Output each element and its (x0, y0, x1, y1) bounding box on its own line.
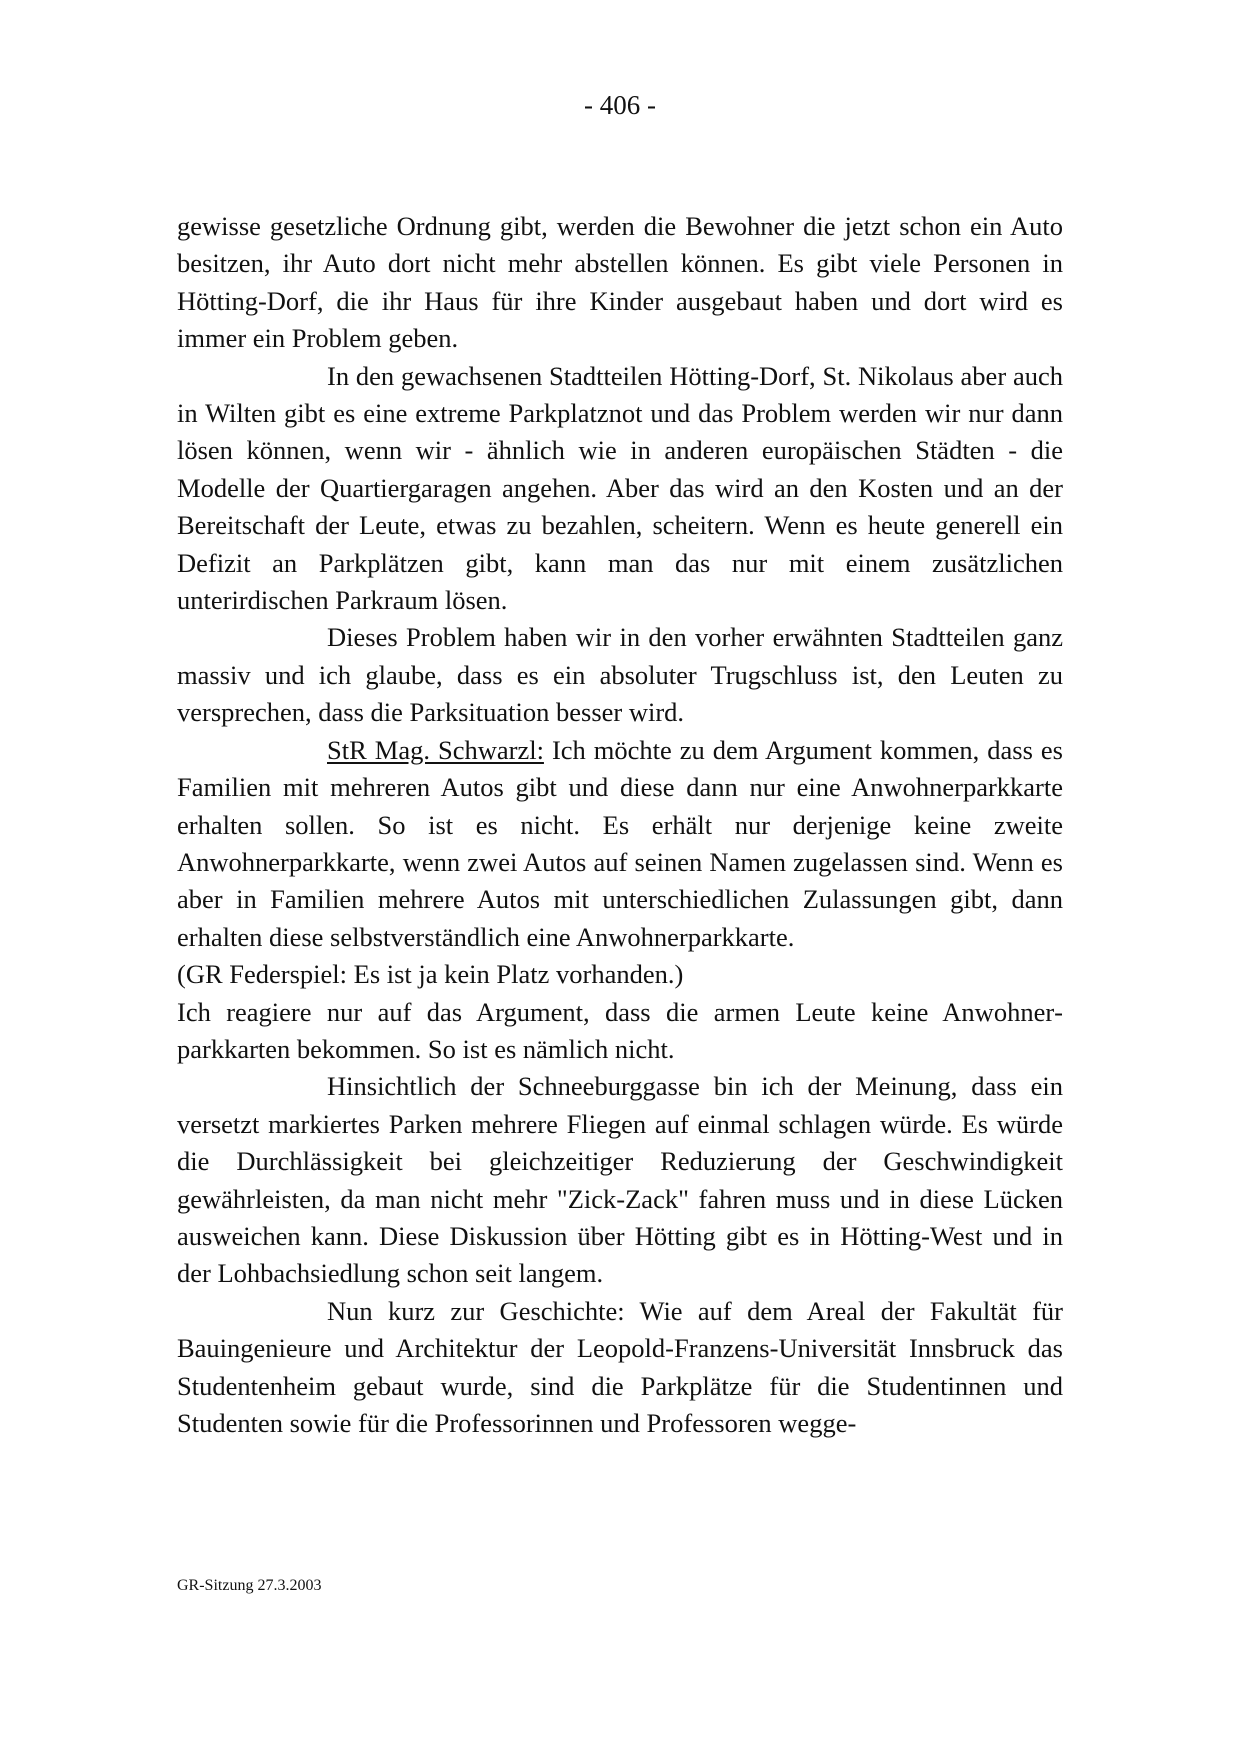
document-body (177, 208, 1063, 1442)
page-number: - 406 - (584, 90, 656, 120)
footer-session-date: GR-Sitzung 27.3.2003 (177, 1577, 322, 1594)
speaker-statement: Ich möchte zu dem Argument kommen, dass es Familien mit mehreren Autos gibt und diese dann nur eine Anwohnerparkkarte erhalten sollen. So ist es nicht. Es erhält nur derjenige keine zweite Anwohnerparkkarte, wenn zwei Autos auf seinen Namen zugelassen sind. Wenn es aber in Familien mehrere Autos mit unterschiedlichen Zulassungen gibt, dann erhalten diese selbstverständlich eine Anwohnerparkkarte. (177, 734, 1063, 952)
paragraph: Ich reagiere nur auf das Argument, dass die armen Leute keine Anwohnerparkkarten bekommen. So ist es nämlich nicht. (177, 996, 1063, 1064)
speaker-name: StR Mag. Schwarzl: (327, 734, 544, 765)
paragraph: Dieses Problem haben wir in den vorher erwähnten Stadtteilen ganz massiv und ich glaube, dass es ein absoluter Trugschluss ist, den Leuten zu versprechen, dass die Parksituation besser wird. (177, 622, 1063, 728)
speaker-paragraph (177, 732, 1063, 956)
paragraph: gewisse gesetzliche Ordnung gibt, werden die Bewohner die jetzt schon ein Auto besitzen, ihr Auto dort nicht mehr abstellen können. Es gibt viele Personen in Hötting-Dorf, die ihr Haus für ihre Kinder ausgebaut haben und dort wird es immer ein Problem geben. (177, 211, 1063, 354)
paragraph: In den gewachsenen Stadtteilen Hötting-Dorf, St. Nikolaus aber auch in Wilten gibt es eine extreme Parkplatznot und das Problem werden wir nur dann lösen können, wenn wir - ähnlich wie in anderen europäischen Städten - die Modelle der Quartiergaragen angehen. Aber das wird an den Kosten und an der Bereitschaft der Leute, etwas zu bezahlen, scheitern. Wenn es heute generell ein Defizit an Parkplätzen gibt, kann man das nur mit einem zusätzlichen unterirdischen Parkraum lösen. (177, 360, 1063, 616)
paragraph: Nun kurz zur Geschichte: Wie auf dem Areal der Fakultät für Bauingenieure und Architektur der Leopold-Franzens-Universität Innsbruck das Studentenheim gebaut wurde, sind die Parkplätze für die Studentinnen und Studenten sowie für die Professorinnen und Professoren wegge- (177, 1295, 1063, 1438)
interjection: (GR Federspiel: Es ist ja kein Platz vorhanden.) (177, 959, 684, 990)
paragraph: Hinsichtlich der Schneeburggasse bin ich der Meinung, dass ein versetzt markiertes Parken mehrere Fliegen auf einmal schlagen würde. Es würde die Durchlässigkeit bei gleichzeitiger Reduzierung der Geschwindigkeit gewährleisten, da man nicht mehr "Zick-Zack" fahren muss und in diese Lücken ausweichen kann. Diese Diskussion über Hötting gibt es in Hötting-West und in der Lohbachsiedlung schon seit langem. (177, 1071, 1063, 1289)
